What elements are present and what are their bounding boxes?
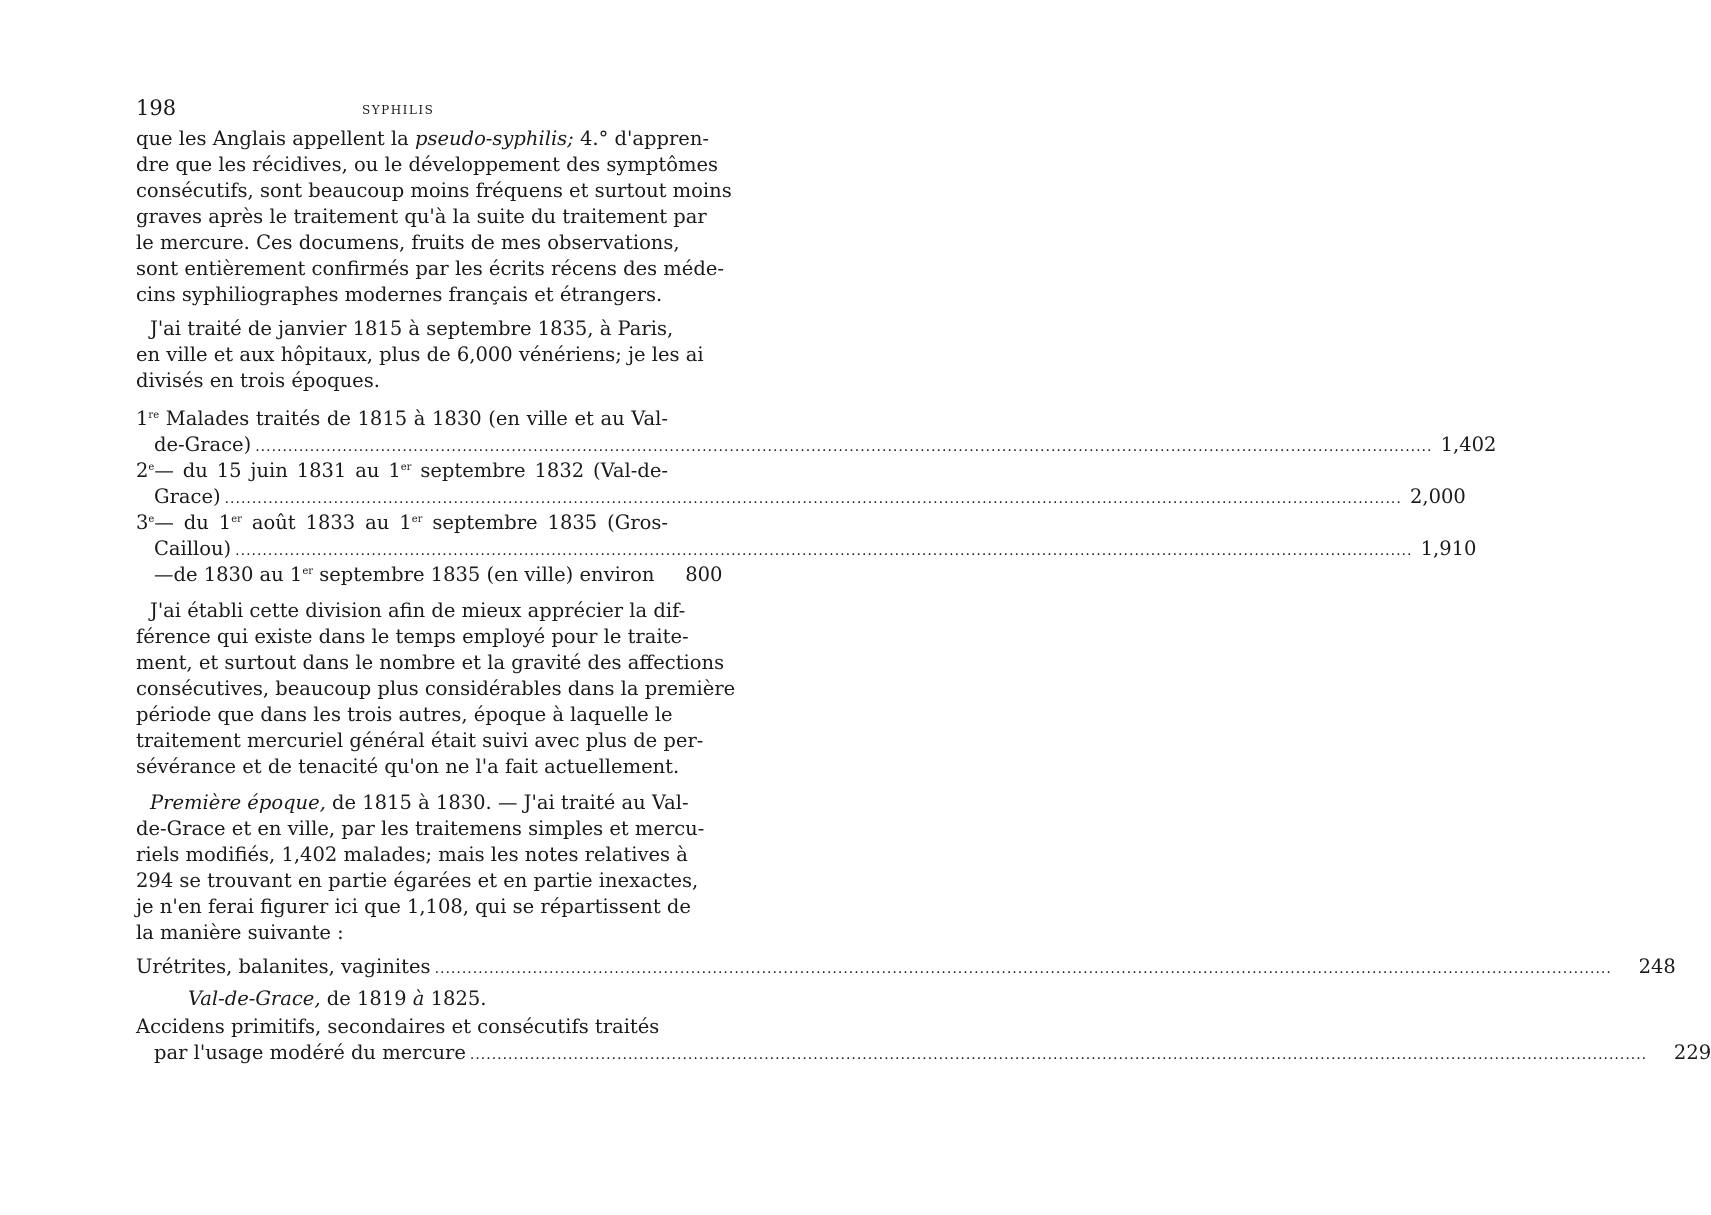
list-item-1: 1re Malades traités de 1815 à 1830 (en ville et au Val-	[136, 407, 668, 430]
text-line: J'ai établi cette division afin de mieux apprécier la dif-	[150, 599, 686, 622]
list-item-2-total: Grace) ..... 2,000	[136, 484, 668, 510]
text-line: sévérance et de tenacité qu'on ne l'a fait actuellement.	[136, 755, 680, 778]
subheading: Val-de-Grace, de 1819 à 1825.	[188, 987, 487, 1010]
running-head: SYPHILIS	[362, 103, 435, 117]
text-line: traitement mercuriel général était suivi avec plus de per-	[136, 729, 704, 752]
text-line: Première époque, de 1815 à 1830. — J'ai traité au Val-	[150, 791, 689, 814]
text-line: que les Anglais appellent la pseudo-syphilis; 4.° d'appren-	[136, 127, 709, 150]
list-item-3-total: Caillou) ..... 1,910	[136, 536, 668, 562]
text-line: ment, et surtout dans le nombre et la gravité des affections	[136, 651, 725, 674]
list-item-1-total: de-Grace) ..... 1,402	[136, 432, 668, 458]
text-line: consécutifs, sont beaucoup moins fréquens et surtout moins	[136, 179, 732, 202]
list-item-4: —de 1830 au 1er septembre 1835 (en ville) environ 800	[154, 563, 723, 586]
text-line: divisés en trois époques.	[136, 369, 380, 392]
page-header	[136, 96, 668, 122]
table-row-accidents-total: par l'usage modéré du mercure ..... 229	[136, 1040, 668, 1066]
list-item-2: 2e— du 15 juin 1831 au 1er septembre 1832 (Val-de-	[136, 459, 668, 482]
text-line: consécutives, beaucoup plus considérables dans la première	[136, 677, 736, 700]
text-line: dre que les récidives, ou le développement des symptômes	[136, 153, 719, 176]
text-line: je n'en ferai figurer ici que 1,108, qui se répartissent de	[136, 895, 691, 918]
text-line: J'ai traité de janvier 1815 à septembre 1835, à Paris,	[150, 317, 674, 340]
text-line: 294 se trouvant en partie égarées et en partie inexactes,	[136, 869, 699, 892]
text-line: le mercure. Ces documens, fruits de mes observations,	[136, 231, 680, 254]
text-line: période que dans les trois autres, époque à laquelle le	[136, 703, 673, 726]
text-line: cins syphiliographes modernes français et étrangers.	[136, 283, 663, 306]
text-line: graves après le traitement qu'à la suite du traitement par	[136, 205, 707, 228]
text-line: de-Grace et en ville, par les traitemens simples et mercu-	[136, 817, 705, 840]
text-line: férence qui existe dans le temps employé pour le traite-	[136, 625, 689, 648]
text-line: riels modifiés, 1,402 malades; mais les notes relatives à	[136, 843, 688, 866]
table-row-urethritis: Urétrites, balanites, vaginites ..... 248	[136, 954, 668, 980]
text-line: en ville et aux hôpitaux, plus de 6,000 vénériens; je les ai	[136, 343, 704, 366]
list-item-3: 3e— du 1er août 1833 au 1er septembre 1835 (Gros-	[136, 511, 668, 534]
text-line: sont entièrement confirmés par les écrits récens des méde-	[136, 257, 724, 280]
table-row-accidents: Accidens primitifs, secondaires et consécutifs traités	[136, 1015, 660, 1038]
text-line: la manière suivante :	[136, 921, 344, 944]
page-number: 198	[136, 96, 177, 120]
